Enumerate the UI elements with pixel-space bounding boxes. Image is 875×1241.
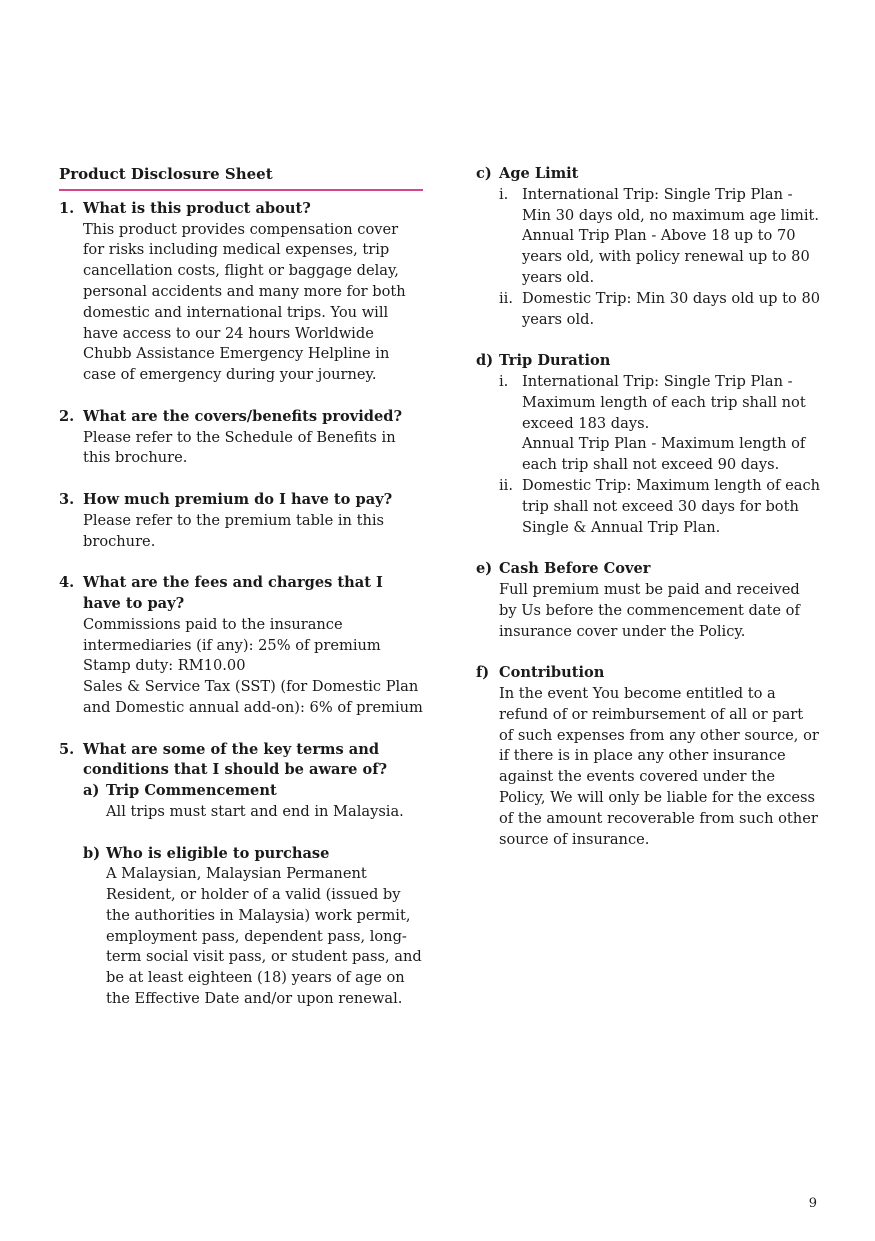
sub-item-label: e)	[476, 560, 493, 578]
sub-item-text: All trips must start and end in Malaysia.	[106, 802, 404, 820]
sub-item-label: f)	[476, 664, 490, 682]
question-number: 5.	[59, 740, 75, 758]
question-1	[59, 199, 423, 386]
roman-numeral: ii.	[499, 476, 513, 494]
sub-item-text: A Malaysian, Malaysian Permanent Resident, or holder of a valid (issued by the authorities in Malaysia) work permit, employment pass, dependent pass, long-term social visit pass, or student pass, and be at least eighteen (18) years of age on the Effective Date and/or upon renewal.	[106, 865, 422, 1008]
left-column	[59, 164, 423, 1031]
question-number: 3.	[59, 490, 75, 508]
sub-item-text: In the event You become entitled to a refund of or reimbursement of all or part of such expenses from any other source, or if there is in place any other insurance against the events covered under the Policy, We will only be liable for the excess of the amount recoverable from such other source of insurance.	[499, 684, 819, 848]
sub-item-text: Full premium must be paid and received by Us before the commencement date of insurance cover under the Policy.	[499, 580, 800, 640]
sub-item-label: d)	[476, 352, 494, 370]
question-answer: Please refer to the Schedule of Benefits in this brochure.	[83, 428, 396, 467]
question-5	[59, 740, 423, 1010]
sub-item-title: Trip Commencement	[106, 782, 277, 800]
roman-numeral: i.	[499, 372, 509, 390]
commission-line: Commissions paid to the insurance intermediaries (if any): 25% of premium	[83, 615, 381, 654]
roman-item	[499, 185, 821, 289]
sub-item-trip-commencement	[83, 781, 423, 823]
sst-line: Sales & Service Tax (SST) (for Domestic Plan and Domestic annual add-on): 6% of premium	[83, 678, 423, 716]
roman-item	[499, 289, 821, 331]
question-3	[59, 490, 423, 552]
sub-item-trip-duration	[476, 351, 821, 538]
sub-item-label: c)	[476, 165, 492, 182]
question-2	[59, 407, 423, 469]
right-column	[476, 164, 821, 850]
roman-item	[499, 476, 821, 538]
sub-item-title: Contribution	[499, 664, 605, 682]
question-number: 4.	[59, 574, 75, 592]
question-heading: How much premium do I have to pay?	[83, 490, 393, 508]
roman-text: Annual Trip Plan - Maximum length of each trip shall not exceed 90 days.	[522, 435, 806, 474]
sub-item-contribution	[476, 663, 821, 850]
roman-text: International Trip: Single Trip Plan - Min 30 days old, no maximum age limit.	[522, 185, 819, 224]
question-heading: What are the covers/benefits provided?	[83, 407, 403, 425]
roman-text: International Trip: Single Trip Plan - Maximum length of each trip shall not exceed 183 days.	[522, 372, 806, 432]
page-title: Product Disclosure Sheet	[59, 164, 423, 191]
roman-text: Annual Trip Plan - Above 18 up to 70 years old, with policy renewal up to 80 years old.	[522, 227, 810, 286]
sub-item-title: Who is eligible to purchase	[106, 844, 330, 862]
question-answer: Please refer to the premium table in this brochure.	[83, 511, 384, 550]
question-number: 1.	[59, 199, 75, 217]
question-answer: This product provides compensation cover for risks including medical expenses, trip cancellation costs, flight or baggage delay, personal accidents and many more for both domestic and international trips. You will have access to our 24 hours Worldwide Chubb Assistance Emergency Helpline in case of emergency during your journey.	[83, 220, 406, 384]
roman-text: Domestic Trip: Maximum length of each trip shall not exceed 30 days for both Single & Annual Trip Plan.	[522, 476, 821, 536]
sub-item-label: b)	[83, 844, 101, 862]
question-heading: What are some of the key terms and conditions that I should be aware of?	[83, 740, 388, 779]
roman-text: Domestic Trip: Min 30 days old up to 80 years old.	[522, 289, 821, 328]
roman-numeral: i.	[499, 185, 509, 203]
question-4	[59, 573, 423, 719]
roman-numeral: ii.	[499, 289, 513, 307]
page-number: 9	[808, 1196, 817, 1211]
question-heading: What is this product about?	[83, 199, 311, 217]
roman-item	[499, 372, 821, 476]
sub-item-age-limit	[476, 164, 821, 330]
stamp-duty-line: Stamp duty: RM10.00	[83, 657, 246, 675]
sub-item-cash-before-cover	[476, 559, 821, 642]
sub-item-title: Trip Duration	[499, 352, 611, 370]
question-heading: What are the fees and charges that I have to pay?	[83, 574, 383, 612]
sub-item-title: Cash Before Cover	[499, 560, 651, 578]
sub-item-title: Age Limit	[499, 165, 579, 182]
sub-item-label: a)	[83, 782, 100, 800]
question-number: 2.	[59, 407, 75, 425]
sub-item-eligibility	[83, 844, 423, 1010]
